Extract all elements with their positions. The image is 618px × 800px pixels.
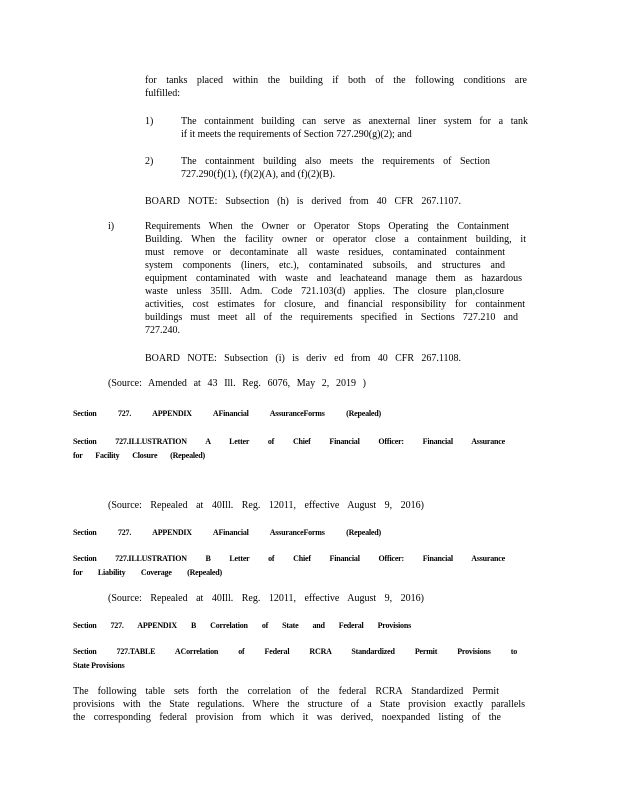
source-note: (Source: Amended at 43 Ill. Reg. 6076, May 2, 2019 ) [108,378,366,389]
list-item-line: 727.290(f)(1), (f)(2)(A), and (f)(2)(B). [181,169,336,180]
source-note: (Source: Repealed at 40Ill. Reg. 12011, effective August 9, 2016) [108,500,424,511]
section-heading: for Facility Closure (Repealed) [73,451,205,460]
paragraph-line: The following table sets forth the correlation of the federal RCRA Standardized Permit [73,686,499,697]
list-item-line: The containment building can serve as anexternal liner system for a tank [181,116,528,127]
section-heading: State Provisions [73,661,125,670]
source-note: (Source: Repealed at 40Ill. Reg. 12011, effective August 9, 2016) [108,593,424,604]
paragraph-line: provisions with the State regulations. Where the structure of a State provision exactly parallels [73,699,525,710]
intro-line: fulfilled: [145,88,180,99]
board-note: BOARD NOTE: Subsection (h) is derived from 40 CFR 267.1107. [145,196,461,207]
item-line: system components (liners, etc.), contaminated subsoils, and structures and [145,260,505,271]
item-line: Building. When the facility owner or operator close a containment building, it [145,234,526,245]
list-item-line: if it meets the requirements of Section 727.290(g)(2); and [181,129,412,140]
section-heading: Section 727. APPENDIX B Correlation of State and Federal Provisions [73,621,411,630]
item-line: waste unless 35Ill. Adm. Code 721.103(d) applies. The closure plan,closure [145,286,504,297]
item-line: must remove or decontaminate all waste residues, contaminated containment [145,247,505,258]
section-heading: for Liability Coverage (Repealed) [73,568,222,577]
item-line: Requirements When the Owner or Operator Stops Operating the Containment [145,221,509,232]
list-number: 2) [145,156,154,167]
section-heading: Section 727. APPENDIX AFinancial AssuranceForms (Repealed) [73,528,381,537]
section-heading: Section 727.ILLUSTRATION B Letter of Chief Financial Officer: Financial Assurance [73,554,505,563]
item-line: activities, cost estimates for closure, and financial responsibility for containment [145,299,525,310]
section-heading: Section 727. APPENDIX AFinancial AssuranceForms (Repealed) [73,409,381,418]
paragraph-line: the corresponding federal provision from which it was derived, noexpanded listing of the [73,712,501,723]
item-line: equipment contaminated with waste and leachateand manage them as hazardous [145,273,522,284]
section-heading: Section 727.ILLUSTRATION A Letter of Chief Financial Officer: Financial Assurance [73,437,505,446]
board-note: BOARD NOTE: Subsection (i) is deriv ed from 40 CFR 267.1108. [145,353,461,364]
item-label: i) [108,221,115,232]
list-item-line: The containment building also meets the requirements of Section [181,156,490,167]
item-line: buildings must meet all of the requirements specified in Sections 727.210 and [145,312,518,323]
intro-line: for tanks placed within the building if both of the following conditions are [145,75,527,86]
list-number: 1) [145,116,154,127]
section-heading: Section 727.TABLE ACorrelation of Federal RCRA Standardized Permit Provisions to [73,647,517,656]
item-line: 727.240. [145,325,180,336]
